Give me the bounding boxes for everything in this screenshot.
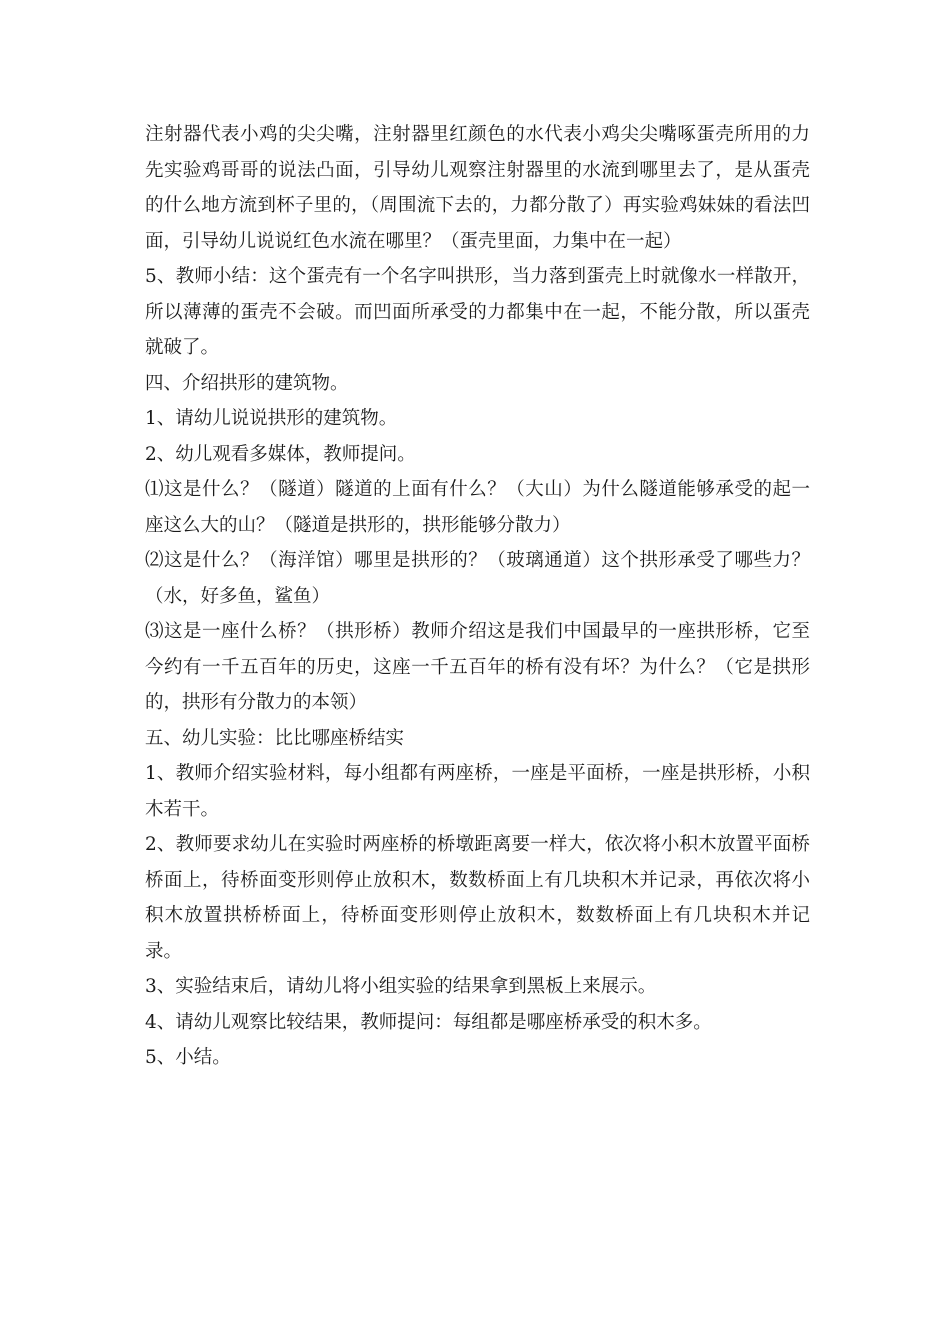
paragraph-experiment-description: 注射器代表小鸡的尖尖嘴，注射器里红颜色的水代表小鸡尖尖嘴啄蛋壳所用的力先实验鸡哥哥的说法凸面，引导幼儿观察注射器里的水流到哪里去了，是从蛋壳的什么地方流到杯子里的，（周围流下去的，力都分散了）再实验鸡妹妹的看法凹面，引导幼儿说说红色水流在哪里？（蛋壳里面，力集中在一起） [145, 124, 810, 252]
list-item-aquarium: ⑵这是什么？（海洋馆）哪里是拱形的？（玻璃通道）这个拱形承受了哪些力？（水，好多鱼，鲨鱼） [145, 550, 810, 607]
list-item-display-results: 3、实验结束后，请幼儿将小组实验的结果拿到黑板上来展示。 [145, 976, 657, 997]
section-heading-arch-buildings: 四、介绍拱形的建筑物。 [145, 372, 349, 394]
list-item-materials: 1、教师介绍实验材料，每小组都有两座桥，一座是平面桥，一座是拱形桥，小积木若干。 [145, 763, 810, 820]
list-item-compare-results: 4、请幼儿观察比较结果，教师提问：每组都是哪座桥承受的积木多。 [145, 1011, 712, 1033]
section-heading-bridge-experiment: 五、幼儿实验：比比哪座桥结实 [145, 727, 405, 749]
paragraph-teacher-summary: 5、教师小结：这个蛋壳有一个名字叫拱形，当力落到蛋壳上时就像水一样散开，所以薄薄的蛋壳不会破。而凹面所承受的力都集中在一起，不能分散，所以蛋壳就破了。 [145, 266, 810, 358]
list-item-procedure: 2、教师要求幼儿在实验时两座桥的桥墩距离要一样大，依次将小积木放置平面桥桥面上，待桥面变形则停止放积木，数数桥面上有几块积木并记录，再依次将小积木放置拱桥桥面上，待桥面变形则停止放积木，数数桥面上有几块积木并记录。 [145, 834, 810, 962]
list-item-multimedia: 2、幼儿观看多媒体，教师提问。 [145, 443, 416, 465]
list-item-arch-bridge: ⑶这是一座什么桥？（拱形桥）教师介绍这是我们中国最早的一座拱形桥，它至今约有一千五百年的历史，这座一千五百年的桥有没有坏？为什么？（它是拱形的，拱形有分散力的本领） [145, 621, 810, 713]
list-item-conclusion: 5、小结。 [145, 1047, 231, 1068]
list-item-tunnel: ⑴这是什么？（隧道）隧道的上面有什么？（大山）为什么隧道能够承受的起一座这么大的山？（隧道是拱形的，拱形能够分散力） [145, 479, 810, 536]
document-body [145, 117, 810, 1076]
list-item-children-talk: 1、请幼儿说说拱形的建筑物。 [145, 408, 398, 429]
